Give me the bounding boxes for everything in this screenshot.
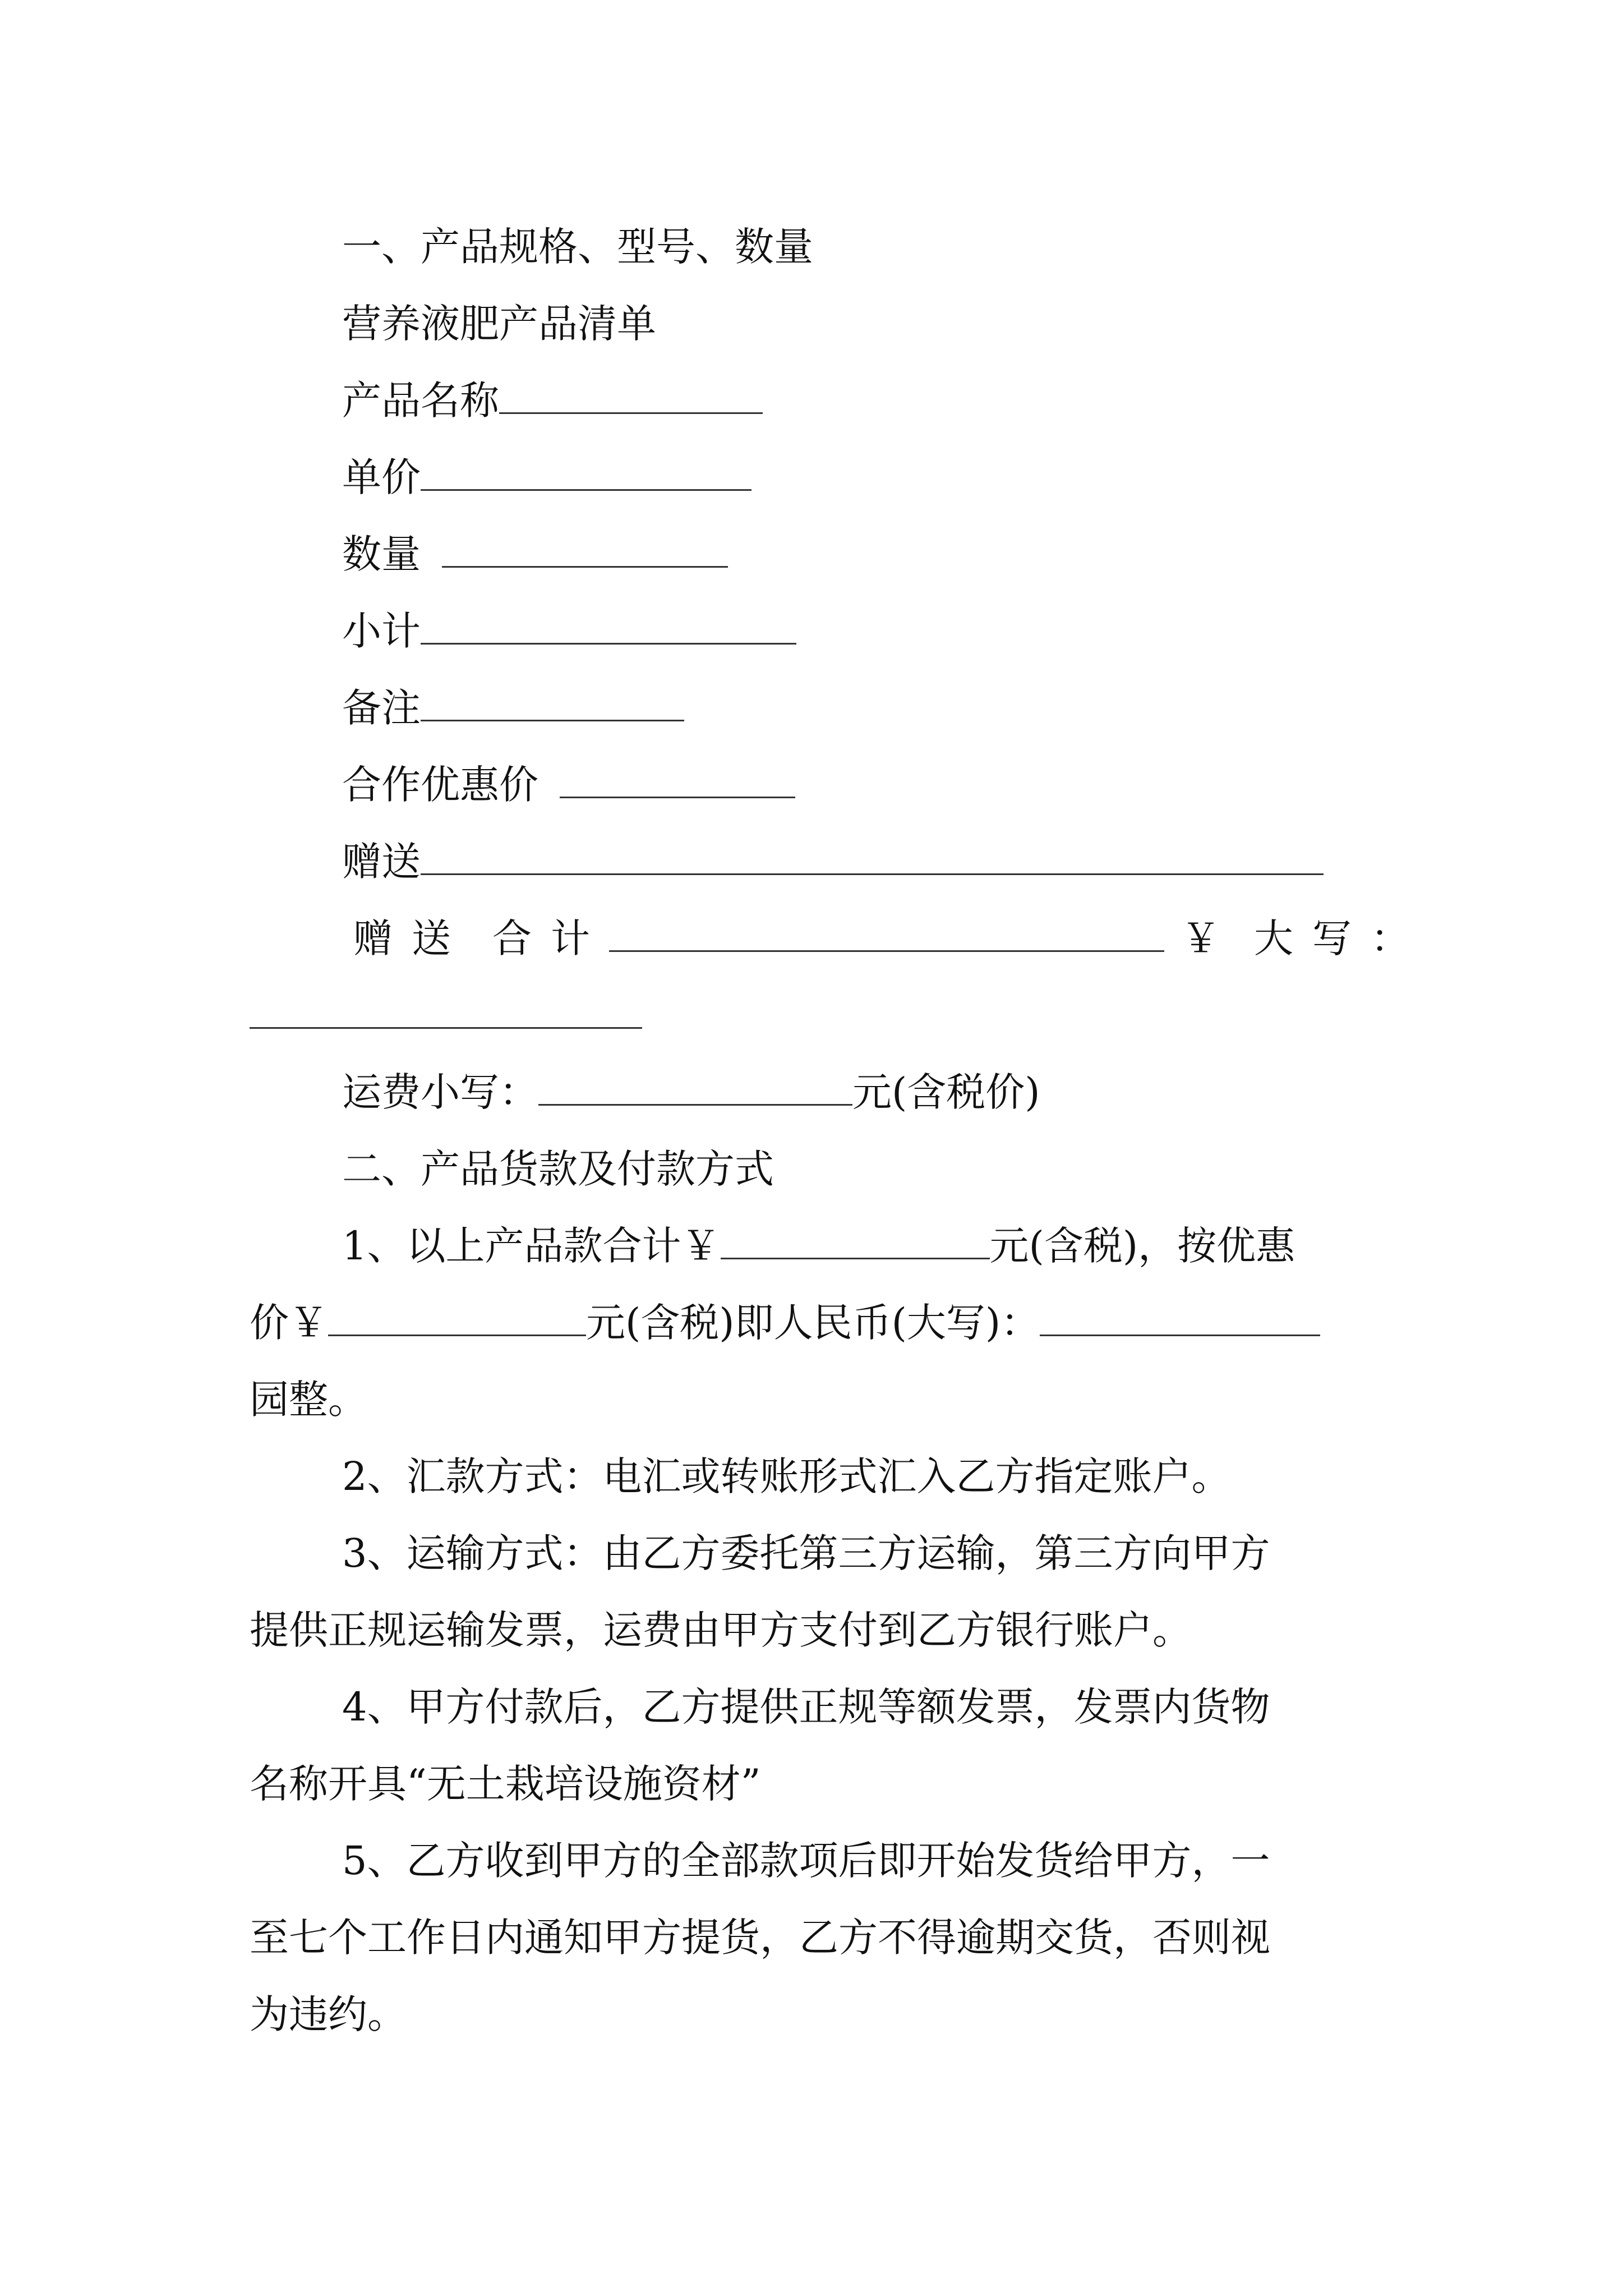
- subtotal-field[interactable]: [421, 610, 796, 645]
- section2-heading: 二、产品货款及付款方式: [342, 1146, 774, 1192]
- gift-row: [0, 834, 1324, 890]
- total-gift-label: 赠送: [353, 915, 470, 961]
- subtotal-label: 小计: [342, 608, 421, 654]
- product-list-title: 营养液肥产品清单: [342, 301, 656, 347]
- item5-line1: 5、乙方收到甲方的全部款项后即开始发货给甲方，一: [342, 1838, 1270, 1884]
- item1-uppercase-field[interactable]: [1040, 1302, 1320, 1336]
- coop-price-label: 合作优惠价: [342, 762, 538, 808]
- unit-price-field[interactable]: [421, 457, 751, 491]
- freight-row: [0, 1064, 1040, 1120]
- item3-line1: 3、运输方式：由乙方委托第三方运输，第三方向甲方: [342, 1530, 1270, 1576]
- item4-line1: 4、甲方付款后，乙方提供正规等额发票，发票内货物: [342, 1684, 1270, 1730]
- product-name-field[interactable]: [499, 380, 763, 414]
- unit-price-label: 单价: [342, 454, 421, 500]
- remark-row: [0, 680, 684, 736]
- item1-part2: 元(含税)，按优惠: [989, 1223, 1295, 1269]
- total-field[interactable]: [609, 918, 1164, 952]
- coop-price-row: [0, 757, 795, 813]
- item5-line2: 至七个工作日内通知甲方提货，乙方不得逾期交货，否则视: [250, 1915, 1270, 1961]
- item1-discount-field[interactable]: [328, 1302, 586, 1336]
- subtotal-row: [0, 603, 796, 659]
- item1-total-field[interactable]: [721, 1225, 990, 1259]
- item5-line3: 为违约。: [250, 1991, 407, 2037]
- item2: 2、汇款方式：电汇或转账形式汇入乙方指定账户。: [342, 1453, 1231, 1499]
- item4-line2: 名称开具“无土栽培设施资材”: [250, 1761, 761, 1807]
- total-uppercase-label: 大写：: [1254, 915, 1429, 961]
- item1-part5: 园整。: [250, 1377, 367, 1423]
- product-name-row: [0, 372, 763, 429]
- item1-line2: [0, 1295, 1320, 1351]
- uppercase-blank-row: [0, 987, 642, 1043]
- item1-part3: 价￥: [250, 1300, 328, 1346]
- quantity-row: [0, 526, 728, 582]
- total-uppercase-field[interactable]: [250, 995, 642, 1029]
- item1-part1: 1、以上产品款合计￥: [342, 1223, 721, 1269]
- unit-price-row: [0, 449, 751, 505]
- product-name-label: 产品名称: [342, 378, 499, 424]
- total-row: [0, 910, 1429, 967]
- section1-heading: 一、产品规格、型号、数量: [342, 224, 813, 270]
- item3-line2: 提供正规运输发票，运费由甲方支付到乙方银行账户。: [250, 1607, 1192, 1653]
- item1-part4: 元(含税)即人民币(大写)：: [586, 1300, 1040, 1346]
- quantity-label: 数量: [342, 531, 421, 577]
- total-currency: ￥: [1181, 915, 1220, 961]
- freight-suffix: 元(含税价): [852, 1069, 1040, 1115]
- total-label: 合计: [492, 915, 609, 961]
- item1-line1: [0, 1218, 1295, 1274]
- quantity-field[interactable]: [442, 533, 728, 568]
- freight-label: 运费小写：: [342, 1069, 538, 1115]
- freight-field[interactable]: [538, 1071, 852, 1106]
- gift-label: 赠送: [342, 839, 421, 885]
- remark-label: 备注: [342, 685, 421, 731]
- coop-price-field[interactable]: [560, 764, 795, 798]
- remark-field[interactable]: [421, 687, 684, 721]
- gift-field[interactable]: [421, 841, 1324, 875]
